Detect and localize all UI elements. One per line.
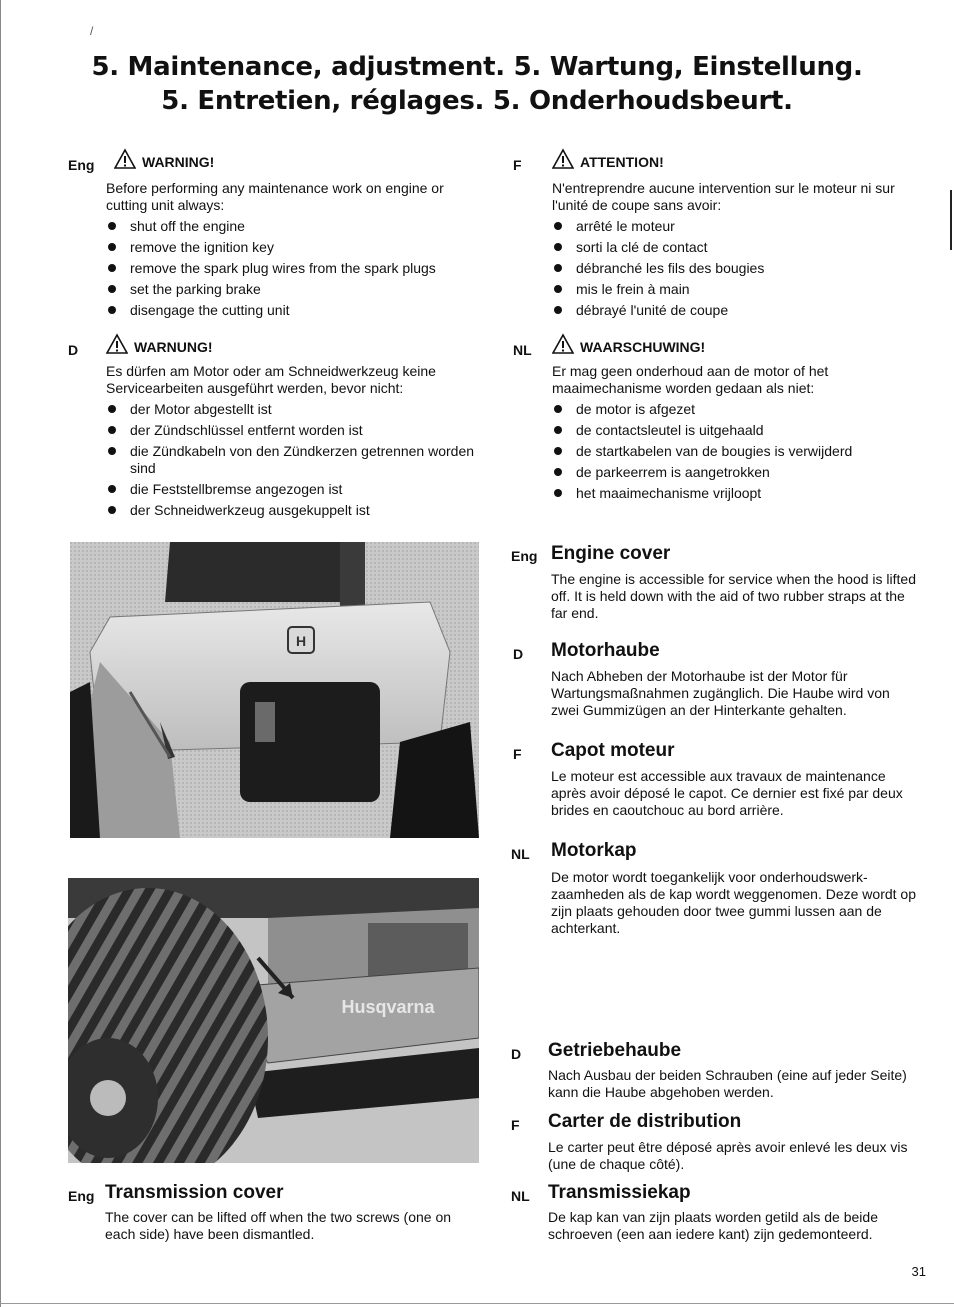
- warning-list: [106, 401, 478, 519]
- list-item: de contactsleutel is uitgehaald: [552, 422, 922, 439]
- list-item: shut off the engine: [106, 218, 478, 235]
- warning-list: [106, 218, 478, 319]
- lang-label-f: F: [513, 157, 522, 173]
- list-item: het maaimechanisme vrijloopt: [552, 485, 922, 502]
- section-heading-capot-moteur: Capot moteur: [551, 740, 675, 761]
- warning-heading-text: WARNUNG!: [134, 339, 213, 355]
- warning-triangle-icon: [552, 333, 574, 355]
- section-text-engine-cover: The engine is accessible for service when the hood is lifted off. It is held down with the aid of two rubber straps at the far end.: [551, 571, 916, 621]
- page-number: 31: [911, 1264, 926, 1279]
- warning-block-nl: [552, 363, 922, 506]
- lang-label-f: F: [511, 1117, 520, 1133]
- scan-edge-line-right: [950, 190, 952, 250]
- lang-label-nl: NL: [511, 846, 530, 862]
- section-text-getriebehaube: Nach Ausbau der beiden Schrauben (eine auf jeder Seite) kann die Haube abgehoben werden.: [548, 1067, 907, 1100]
- photo-engine-hood: [70, 542, 479, 838]
- list-item: mis le frein à main: [552, 281, 922, 298]
- lang-label-nl: NL: [513, 342, 532, 358]
- warning-heading-eng: [114, 148, 214, 170]
- section-text-motorkap: De motor wordt toegankelijk voor onderhoudswerk-zaamheden als de kap wordt weggenomen. Deze wordt op zijn plaats gehouden door twee gummi lussen aan de achterkant.: [551, 869, 916, 936]
- bottom-scan-line: [0, 1303, 954, 1304]
- list-item: remove the spark plug wires from the spark plugs: [106, 260, 478, 277]
- lang-label-nl: NL: [511, 1188, 530, 1204]
- lang-label-f: F: [513, 746, 522, 762]
- transmission-illustration: [68, 878, 479, 1163]
- warning-block-d: [106, 363, 478, 523]
- list-item: set the parking brake: [106, 281, 478, 298]
- warning-list: [552, 401, 922, 502]
- warning-heading-d: [106, 333, 213, 355]
- section-heading-transmissiekap: Transmissiekap: [548, 1182, 691, 1203]
- list-item: de parkeerrem is aangetrokken: [552, 464, 922, 481]
- section-text-transmission-cover: The cover can be lifted off when the two screws (one on each side) have been dismantled.: [105, 1209, 452, 1242]
- warning-intro: Before performing any maintenance work on engine or cutting unit always:: [106, 180, 444, 213]
- list-item: disengage the cutting unit: [106, 302, 478, 319]
- warning-triangle-icon: [114, 148, 136, 170]
- warning-block-eng: [106, 180, 478, 323]
- warning-intro: Es dürfen am Motor oder am Schneidwerkzeug keine Servicearbeiten ausgeführt werden, bevor nicht:: [106, 363, 436, 396]
- list-item: der Motor abgestellt ist: [106, 401, 478, 418]
- warning-triangle-icon: [106, 333, 128, 355]
- list-item: sorti la clé de contact: [552, 239, 922, 256]
- warning-triangle-icon: [552, 148, 574, 170]
- list-item: remove the ignition key: [106, 239, 478, 256]
- section-text-transmissiekap: De kap kan van zijn plaats worden getild als de beide schroeven (een aan iedere kant) zijn gedemonteerd.: [548, 1209, 878, 1242]
- section-heading-carter-de-distribution: Carter de distribution: [548, 1111, 742, 1132]
- list-item: der Schneidwerkzeug ausgekuppelt ist: [106, 502, 478, 519]
- lang-label-eng: Eng: [511, 548, 538, 564]
- warning-block-f: [552, 180, 922, 323]
- section-text-carter-de-distribution: Le carter peut être déposé après avoir enlevé les deux vis (une de chaque côté).: [548, 1139, 908, 1172]
- svg-text:H: H: [295, 633, 307, 649]
- scan-edge-line: [0, 0, 1, 1307]
- list-item: arrêté le moteur: [552, 218, 922, 235]
- list-item: die Zündkabeln von den Zündkerzen getrennen worden sind: [106, 443, 478, 477]
- list-item: de motor is afgezet: [552, 401, 922, 418]
- warning-list: [552, 218, 922, 319]
- warning-intro: Er mag geen onderhoud aan de motor of het maaimechanisme worden gedaan als niet:: [552, 363, 829, 396]
- title-line-1: 5. Maintenance, adjustment. 5. Wartung, Einstellung.: [91, 52, 863, 82]
- scan-mark: /: [90, 24, 94, 38]
- lang-label-eng: Eng: [68, 1188, 95, 1204]
- list-item: débrayé l'unité de coupe: [552, 302, 922, 319]
- section-heading-transmission-cover: Transmission cover: [105, 1182, 284, 1203]
- section-heading-getriebehaube: Getriebehaube: [548, 1040, 682, 1061]
- list-item: débranché les fils des bougies: [552, 260, 922, 277]
- lang-label-d: D: [513, 646, 524, 662]
- page-title: [0, 50, 954, 118]
- list-item: die Feststellbremse angezogen ist: [106, 481, 478, 498]
- lang-label-d: D: [511, 1046, 522, 1062]
- section-heading-engine-cover: Engine cover: [551, 543, 671, 564]
- section-heading-motorkap: Motorkap: [551, 840, 637, 861]
- section-text-motorhaube: Nach Abheben der Motorhaube ist der Motor für Wartungsmaßnahmen zugänglich. Die Haube wird von zwei Gummizügen an der Hinterkante gehalten.: [551, 668, 890, 718]
- warning-heading-f: [552, 148, 664, 170]
- list-item: de startkabelen van de bougies is verwijderd: [552, 443, 922, 460]
- engine-hood-illustration: [70, 542, 479, 838]
- section-heading-motorhaube: Motorhaube: [551, 640, 660, 661]
- photo-transmission-cover: [68, 878, 479, 1163]
- warning-intro: N'entreprendre aucune intervention sur le moteur ni sur l'unité de coupe sans avoir:: [552, 180, 895, 213]
- title-line-2: 5. Entretien, réglages. 5. Onderhoudsbeurt.: [161, 86, 793, 116]
- section-text-capot-moteur: Le moteur est accessible aux travaux de maintenance après avoir déposé le capot. Ce dernier est fixé par deux brides en caoutchouc au bord arrière.: [551, 768, 903, 818]
- warning-heading-text: WAARSCHUWING!: [580, 339, 706, 355]
- husqvarna-logo-text: Husqvarna: [341, 997, 435, 1017]
- lang-label-eng: Eng: [68, 157, 95, 173]
- lang-label-d: D: [68, 342, 79, 358]
- warning-heading-text: WARNING!: [142, 154, 215, 170]
- warning-heading-nl: [552, 333, 705, 355]
- list-item: der Zündschlüssel entfernt worden ist: [106, 422, 478, 439]
- warning-heading-text: ATTENTION!: [580, 154, 664, 170]
